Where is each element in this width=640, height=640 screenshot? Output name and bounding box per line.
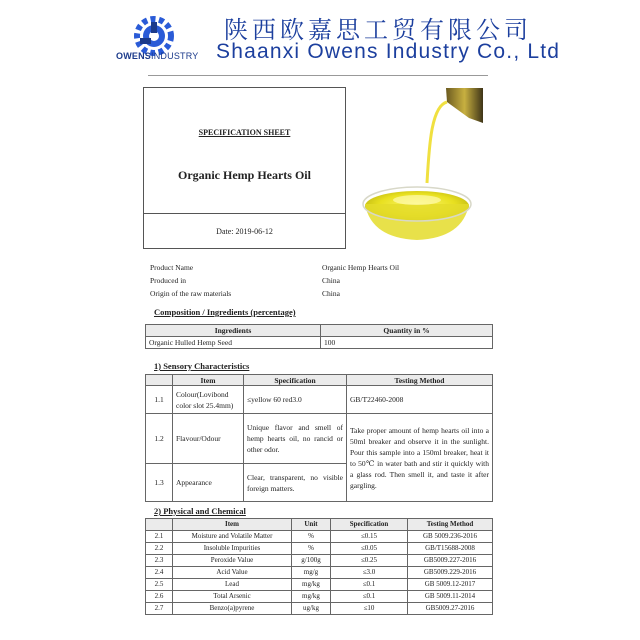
table-cell: ≤0.25 — [331, 555, 408, 567]
table-cell: 2.6 — [146, 591, 173, 603]
column-header: Specification — [331, 519, 408, 531]
table-cell: mg/g — [292, 567, 331, 579]
table-cell: 2.4 — [146, 567, 173, 579]
column-header — [146, 519, 173, 531]
table-cell: Total Arsenic — [173, 591, 292, 603]
info-value-origin: China — [322, 289, 340, 298]
table-cell: 2.5 — [146, 579, 173, 591]
column-header: Item — [173, 519, 292, 531]
table-cell: 2.7 — [146, 603, 173, 615]
table-row — [146, 543, 493, 555]
table-cell: GB 5009.12-2017 — [408, 579, 493, 591]
table-row — [146, 579, 493, 591]
table-cell: 2.1 — [146, 531, 173, 543]
table-cell: Insoluble Impurities — [173, 543, 292, 555]
table-cell: ≤0.05 — [331, 543, 408, 555]
table-cell: Take proper amount of hemp hearts oil into a 50ml breaker and observe it in the sunlight. Pour this sample into a 150ml breaker, heat it to 50℃ in water bath and stir it quickly with a glass rod. Then smell it, and taste it after gargling. — [347, 414, 493, 502]
physical-table-body — [146, 531, 493, 615]
table-cell: Moisture and Volatile Matter — [173, 531, 292, 543]
sensory-heading: 1) Sensory Characteristics — [154, 361, 250, 371]
table-row — [146, 555, 493, 567]
column-header: Testing Method — [347, 375, 493, 386]
column-header — [146, 375, 173, 386]
table-row — [146, 531, 493, 543]
composition-heading: Composition / Ingredients (percentage) — [154, 307, 296, 317]
table-row — [146, 591, 493, 603]
spec-title-box — [143, 87, 346, 249]
info-value-produced-in: China — [322, 276, 340, 285]
table-header-row — [146, 325, 493, 337]
table-cell: Unique flavor and smell of hemp hearts oil, no rancid or other odor. — [244, 414, 347, 464]
table-cell: ≤3.0 — [331, 567, 408, 579]
table-cell: GB 5009.11-2014 — [408, 591, 493, 603]
table-cell: Colour(Lovibond color slot 25.4mm) — [173, 386, 244, 414]
table-row — [146, 414, 493, 464]
column-header: Testing Method — [408, 519, 493, 531]
table-cell: Acid Value — [173, 567, 292, 579]
column-header: Quantity in % — [321, 325, 493, 337]
table-cell: ug/kg — [292, 603, 331, 615]
table-cell: ≤0.1 — [331, 591, 408, 603]
column-header: Item — [173, 375, 244, 386]
info-label-produced-in: Produced in — [150, 276, 187, 285]
gear-logo-icon — [108, 14, 198, 74]
company-name-english: Shaanxi Owens Industry Co., Ltd — [216, 40, 561, 63]
table-cell: 2.3 — [146, 555, 173, 567]
table-cell: Lead — [173, 579, 292, 591]
table-cell: ≤0.1 — [331, 579, 408, 591]
table-cell: % — [292, 543, 331, 555]
column-header: Specification — [244, 375, 347, 386]
physical-table — [145, 518, 493, 615]
info-value-product-name: Organic Hemp Hearts Oil — [322, 263, 400, 272]
table-cell: 100 — [321, 337, 493, 349]
company-header — [0, 0, 640, 78]
table-cell: % — [292, 531, 331, 543]
table-cell: ≤0.15 — [331, 531, 408, 543]
table-header-row — [146, 375, 493, 386]
header-divider — [148, 75, 488, 76]
table-cell: ≤yellow 60 red3.0 — [244, 386, 347, 414]
table-cell: mg/kg — [292, 579, 331, 591]
info-label-origin: Origin of the raw materials — [150, 289, 232, 298]
table-cell: GB5009.227-2016 — [408, 555, 493, 567]
column-header: Unit — [292, 519, 331, 531]
table-cell: GB 5009.236-2016 — [408, 531, 493, 543]
table-cell: ≤10 — [331, 603, 408, 615]
table-row — [146, 603, 493, 615]
column-header: Ingredients — [146, 325, 321, 337]
box-divider — [144, 213, 345, 214]
table-cell: Benzo(a)pyrene — [173, 603, 292, 615]
table-cell: 1.3 — [146, 464, 173, 502]
product-title: Organic Hemp Hearts Oil — [178, 168, 311, 182]
spec-sheet-title: SPECIFICATION SHEET — [198, 128, 291, 137]
table-cell: 1.1 — [146, 386, 173, 414]
table-row — [146, 386, 493, 414]
table-cell: Flavour/Odour — [173, 414, 244, 464]
spec-date: Date: 2019-06-12 — [216, 227, 273, 236]
table-cell: Appearance — [173, 464, 244, 502]
oil-bowl-photo — [351, 88, 483, 245]
sensory-table — [145, 374, 493, 502]
table-header-row — [146, 519, 493, 531]
table-row — [146, 337, 493, 349]
table-cell: GB5009.229-2016 — [408, 567, 493, 579]
table-cell: 1.2 — [146, 414, 173, 464]
table-cell: GB/T15688-2008 — [408, 543, 493, 555]
table-cell: Peroxide Value — [173, 555, 292, 567]
table-cell: Clear, transparent, no visible foreign matters. — [244, 464, 347, 502]
company-name-chinese: 陕西欧嘉思工贸有限公司 — [224, 16, 532, 44]
table-cell: g/100g — [292, 555, 331, 567]
table-cell: 2.2 — [146, 543, 173, 555]
physical-heading: 2) Physical and Chemical — [154, 506, 246, 516]
table-row — [146, 567, 493, 579]
composition-table — [145, 324, 493, 349]
info-label-product-name: Product Name — [150, 263, 194, 272]
table-cell: Organic Hulled Hemp Seed — [146, 337, 321, 349]
table-cell: GB5009.27-2016 — [408, 603, 493, 615]
table-cell: mg/kg — [292, 591, 331, 603]
table-cell: GB/T22460-2008 — [347, 386, 493, 414]
logo-wordmark: OWENSINDUSTRY — [116, 51, 199, 61]
